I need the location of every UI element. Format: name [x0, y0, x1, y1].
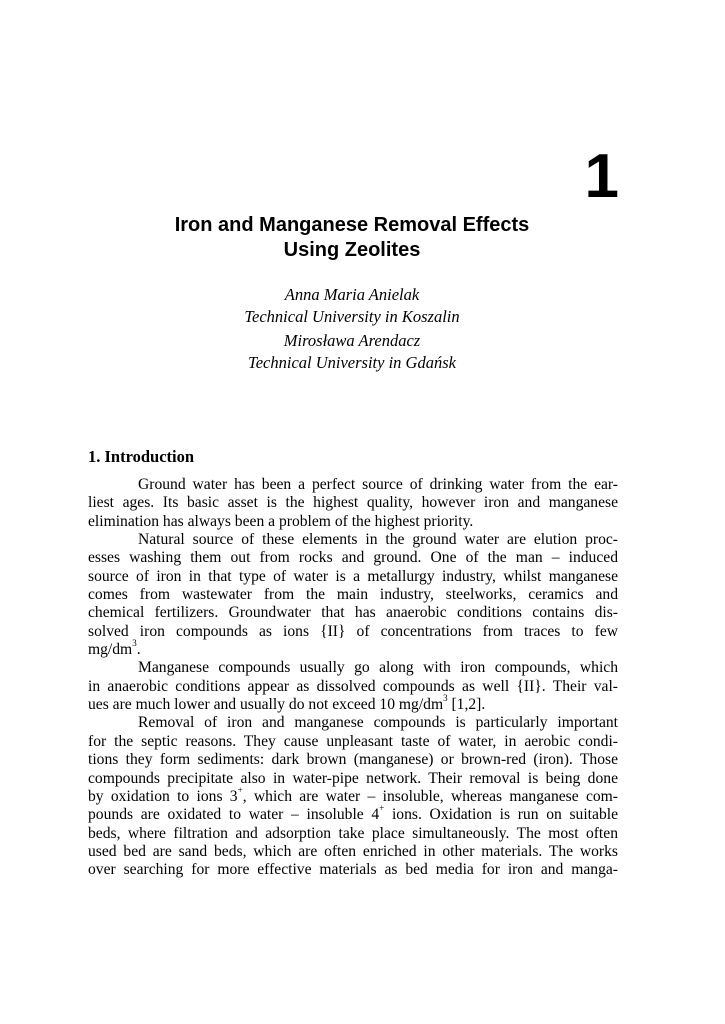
text-fragment: by oxidation to ions 3	[88, 787, 238, 805]
title-line-2: Using Zeolites	[283, 239, 421, 261]
text-fragment: , which are water – insoluble, whereas manganese com-	[242, 787, 618, 805]
text-line: beds, where filtration and adsorption take place simultaneously. The most often	[88, 824, 618, 842]
text-line: Ground water has been a perfect source of drinking water from the ear-	[138, 476, 618, 493]
text-line: comes from wastewater from the main industry, steelworks, ceramics and	[88, 586, 618, 604]
text-line: liest ages. Its basic asset is the highest quality, however iron and manganese	[88, 494, 618, 512]
text-line: Natural source of these elements in the ground water are elution proc-	[138, 531, 618, 549]
author-block	[88, 284, 616, 374]
text-line	[88, 784, 618, 806]
body-text	[88, 476, 618, 880]
superscript: +	[237, 784, 243, 795]
author-affiliation: Technical University in Gdańsk	[248, 353, 456, 372]
text-line: for the septic reasons. They cause unpleasant taste of water, in aerobic condi-	[88, 732, 618, 750]
author-name: Anna Maria Anielak	[284, 285, 420, 304]
text-line: compounds precipitate also in water-pipe network. Their removal is being done	[88, 769, 618, 787]
text-fragment: [1,2].	[447, 696, 486, 714]
text-line: chemical fertilizers. Groundwater that has anaerobic conditions contains dis-	[88, 604, 618, 622]
text-line	[88, 637, 618, 659]
author-name: Mirosława Arendacz	[283, 331, 421, 350]
text-line: over searching for more effective materials as bed media for iron and manga-	[88, 861, 618, 879]
text-fragment: mg/dm	[88, 641, 133, 659]
superscript: 3	[132, 637, 137, 648]
text-fragment: pounds are oxidated to water – insoluble 4	[88, 806, 380, 824]
author-affiliation: Technical University in Koszalin	[244, 307, 460, 326]
text-line: tions they form sediments: dark brown (manganese) or brown-red (iron). Those	[88, 751, 618, 769]
superscript: +	[379, 803, 385, 813]
text-line: esses washing them out from rocks and ground. One of the man – induced	[88, 549, 618, 567]
text-line: source of iron in that type of water is a metallurgy industry, whilst manganese	[88, 567, 618, 585]
text-line	[88, 803, 618, 824]
text-line: in anaerobic conditions appear as dissolved compounds as well {II}. Their val-	[88, 677, 618, 695]
text-fragment: ions. Oxidation is run on suitable	[384, 806, 618, 824]
text-line: Manganese compounds usually go along with iron compounds, which	[138, 659, 618, 677]
text-line	[88, 692, 618, 714]
text-fragment: ues are much lower and usually do not exceed 10 mg/dm	[88, 696, 444, 714]
text-fragment: .	[136, 641, 141, 659]
text-line: used bed are sand beds, which are often enriched in other materials. The works	[88, 842, 618, 860]
title-line-1: Iron and Manganese Removal Effects	[174, 214, 530, 236]
paper-title	[88, 213, 616, 263]
text-line: solved iron compounds as ions {II} of concentrations from traces to few	[88, 622, 618, 640]
text-line: elimination has always been a problem of the highest priority.	[88, 512, 474, 530]
chapter-number: 1	[584, 142, 619, 211]
section-heading: 1. Introduction	[88, 447, 195, 466]
text-line: Removal of iron and manganese compounds is particularly important	[138, 714, 618, 732]
superscript: 3	[443, 692, 448, 703]
